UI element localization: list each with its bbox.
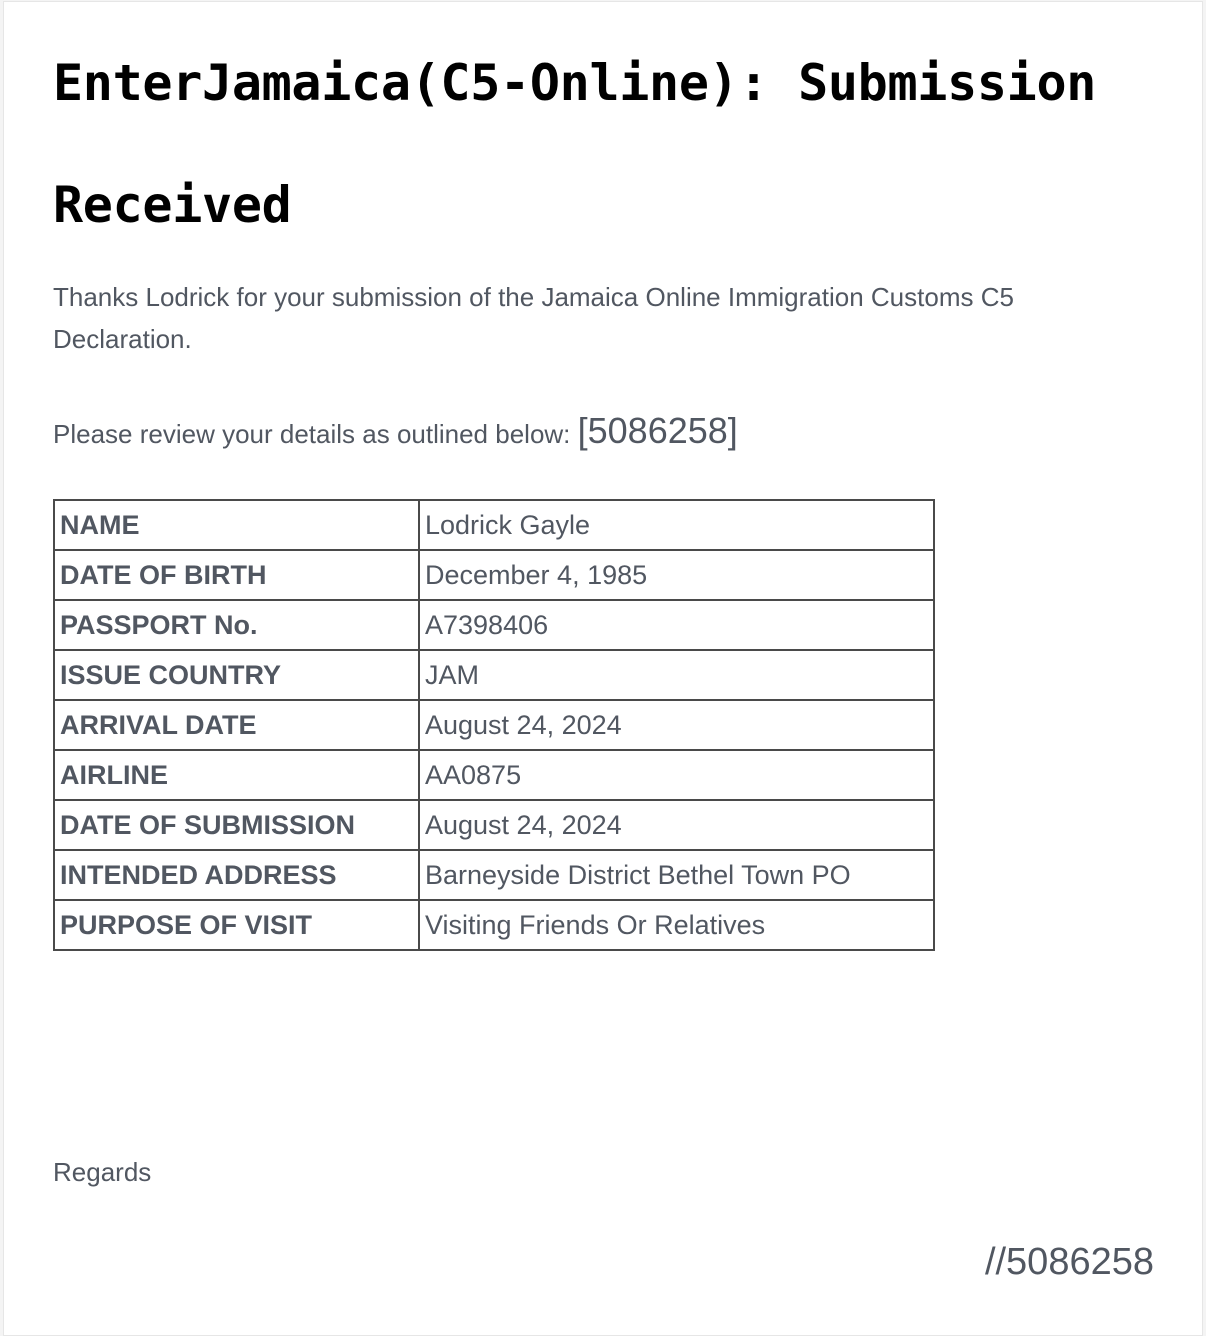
review-text: Please review your details as outlined below: — [53, 419, 578, 449]
row-value: JAM — [419, 650, 934, 700]
regards-text: Regards — [53, 1157, 152, 1187]
row-label: NAME — [54, 500, 419, 550]
row-label: INTENDED ADDRESS — [54, 850, 419, 900]
row-label: PASSPORT No. — [54, 600, 419, 650]
row-label: PURPOSE OF VISIT — [54, 900, 419, 950]
row-value: Lodrick Gayle — [419, 500, 934, 550]
row-value: August 24, 2024 — [419, 800, 934, 850]
review-line — [53, 405, 1133, 460]
footer-reference: //5086258 — [984, 1241, 1154, 1283]
table-row — [54, 600, 934, 650]
table-row — [54, 500, 934, 550]
details-table — [53, 499, 935, 951]
row-label: DATE OF SUBMISSION — [54, 800, 419, 850]
row-value: December 4, 1985 — [419, 550, 934, 600]
email-title: EnterJamaica(C5-Online): Submission Received — [53, 54, 1097, 234]
table-row — [54, 850, 934, 900]
row-label: AIRLINE — [54, 750, 419, 800]
reference-number: [5086258] — [577, 410, 738, 451]
table-row — [54, 900, 934, 950]
row-value: AA0875 — [419, 750, 934, 800]
table-row — [54, 550, 934, 600]
row-value: Visiting Friends Or Relatives — [419, 900, 934, 950]
row-label: DATE OF BIRTH — [54, 550, 419, 600]
table-row — [54, 750, 934, 800]
email-message — [3, 1, 1203, 1336]
table-row — [54, 650, 934, 700]
row-value: August 24, 2024 — [419, 700, 934, 750]
table-row — [54, 700, 934, 750]
row-label: ARRIVAL DATE — [54, 700, 419, 750]
row-label: ISSUE COUNTRY — [54, 650, 419, 700]
row-value: A7398406 — [419, 600, 934, 650]
intro-text: Thanks Lodrick for your submission of the Jamaica Online Immigration Customs C5 Declaration. — [53, 282, 1014, 354]
row-value: Barneyside District Bethel Town PO — [419, 850, 934, 900]
table-row — [54, 800, 934, 850]
